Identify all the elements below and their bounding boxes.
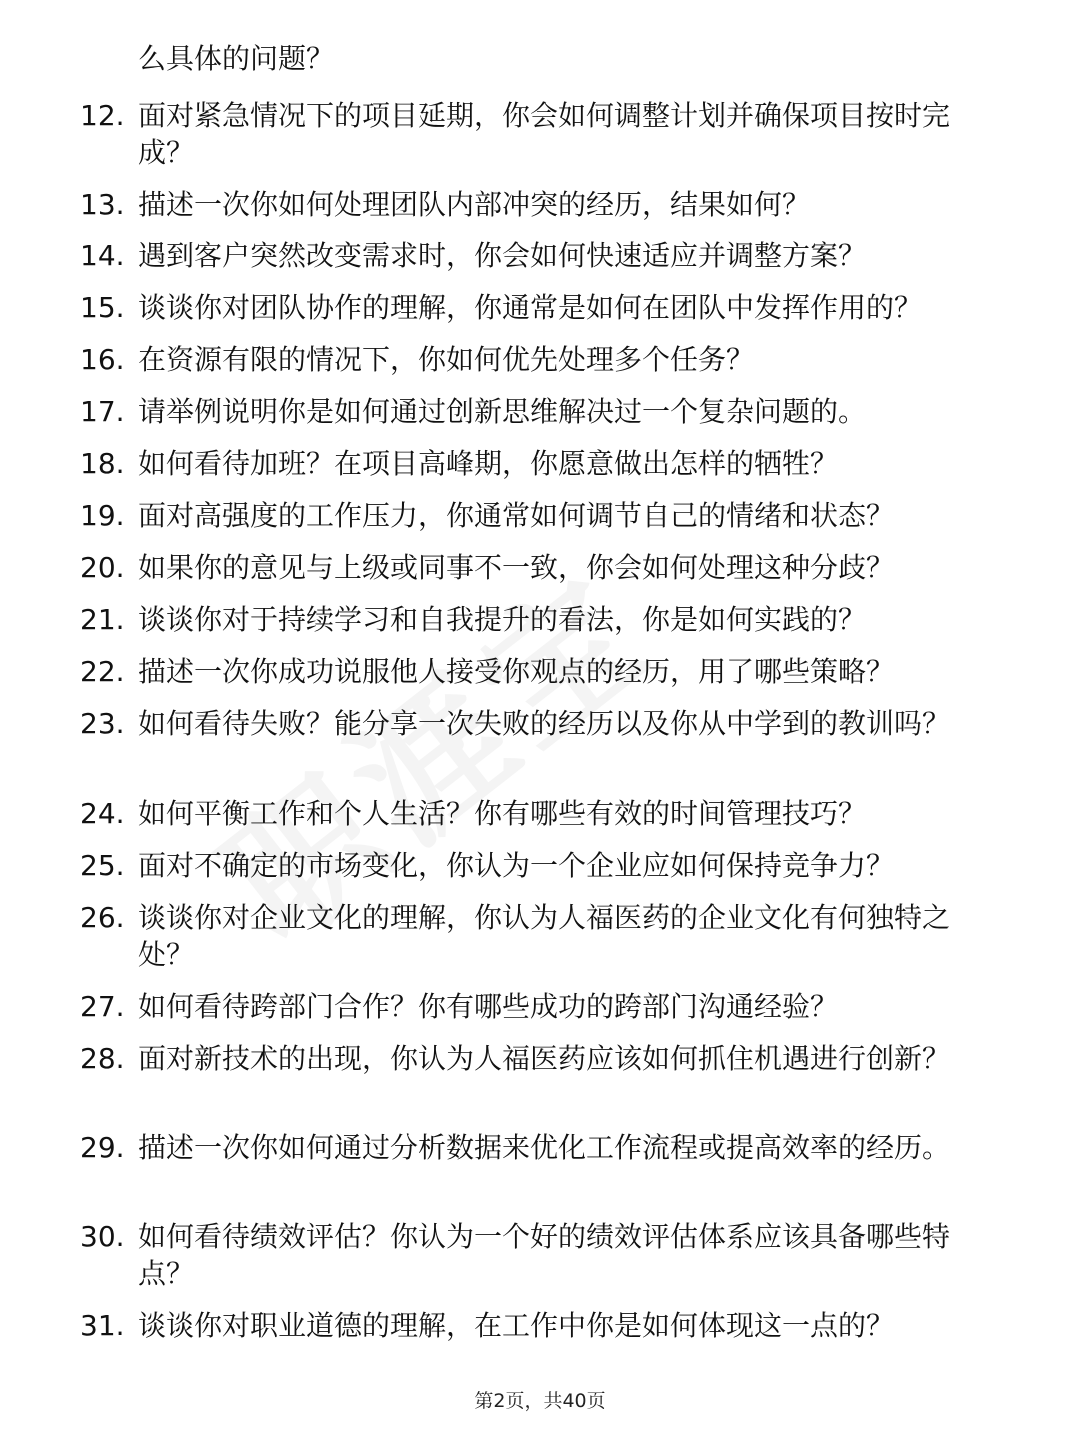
item-number: 22. xyxy=(80,655,125,688)
item-text: 么具体的问题？ xyxy=(138,42,335,75)
item-number: 27. xyxy=(80,990,125,1023)
item-number: 20. xyxy=(80,551,125,584)
item-text: 如何看待失败？能分享一次失败的经历以及你从中学到的教训吗？ xyxy=(138,707,951,740)
item-text: 面对不确定的市场变化，你认为一个企业应如何保持竞争力？ xyxy=(138,849,895,882)
item-text: 描述一次你如何通过分析数据来优化工作流程或提高效率的经历。 xyxy=(138,1131,951,1164)
item-number: 24. xyxy=(80,797,125,830)
item-text: 谈谈你对于持续学习和自我提升的看法，你是如何实践的？ xyxy=(138,603,867,636)
item-text: 描述一次你如何处理团队内部冲突的经历，结果如何？ xyxy=(138,188,811,221)
item-text: 谈谈你对职业道德的理解，在工作中你是如何体现这一点的？ xyxy=(138,1309,895,1342)
item-number: 21. xyxy=(80,603,125,636)
item-text: 如果你的意见与上级或同事不一致，你会如何处理这种分歧？ xyxy=(138,551,895,584)
item-number: 23. xyxy=(80,707,125,740)
item-number: 25. xyxy=(80,849,125,882)
item-text: 在资源有限的情况下，你如何优先处理多个任务？ xyxy=(138,343,755,376)
item-number: 15. xyxy=(80,291,125,324)
item-text: 遇到客户突然改变需求时，你会如何快速适应并调整方案？ xyxy=(138,239,867,272)
item-number: 26. xyxy=(80,901,125,934)
item-text: 面对高强度的工作压力，你通常如何调节自己的情绪和状态？ xyxy=(138,499,895,532)
item-number: 14. xyxy=(80,239,125,272)
item-number: 31. xyxy=(80,1309,125,1342)
item-text: 谈谈你对企业文化的理解，你认为人福医药的企业文化有何独特之处？ xyxy=(138,901,951,971)
item-number: 12. xyxy=(80,99,125,132)
item-text: 面对新技术的出现，你认为人福医药应该如何抓住机遇进行创新？ xyxy=(138,1042,951,1075)
item-text: 谈谈你对团队协作的理解，你通常是如何在团队中发挥作用的？ xyxy=(138,291,923,324)
item-number: 13. xyxy=(80,188,125,221)
item-text: 请举例说明你是如何通过创新思维解决过一个复杂问题的。 xyxy=(138,395,867,428)
item-number: 29. xyxy=(80,1131,125,1164)
item-number: 30. xyxy=(80,1220,125,1253)
item-number: 28. xyxy=(80,1042,125,1075)
item-number: 18. xyxy=(80,447,125,480)
item-number: 19. xyxy=(80,499,125,532)
item-text: 如何平衡工作和个人生活？你有哪些有效的时间管理技巧？ xyxy=(138,797,867,830)
item-number: 16. xyxy=(80,343,125,376)
page-footer: 第2页，共40页 xyxy=(474,1390,606,1412)
item-text: 如何看待加班？在项目高峰期，你愿意做出怎样的牺牲？ xyxy=(138,447,839,480)
item-text: 如何看待跨部门合作？你有哪些成功的跨部门沟通经验？ xyxy=(138,990,839,1023)
item-text: 面对紧急情况下的项目延期，你会如何调整计划并确保项目按时完成？ xyxy=(138,99,951,169)
item-number: 17. xyxy=(80,395,125,428)
item-text: 如何看待绩效评估？你认为一个好的绩效评估体系应该具备哪些特点？ xyxy=(138,1220,951,1290)
item-text: 描述一次你成功说服他人接受你观点的经历，用了哪些策略？ xyxy=(138,655,895,688)
